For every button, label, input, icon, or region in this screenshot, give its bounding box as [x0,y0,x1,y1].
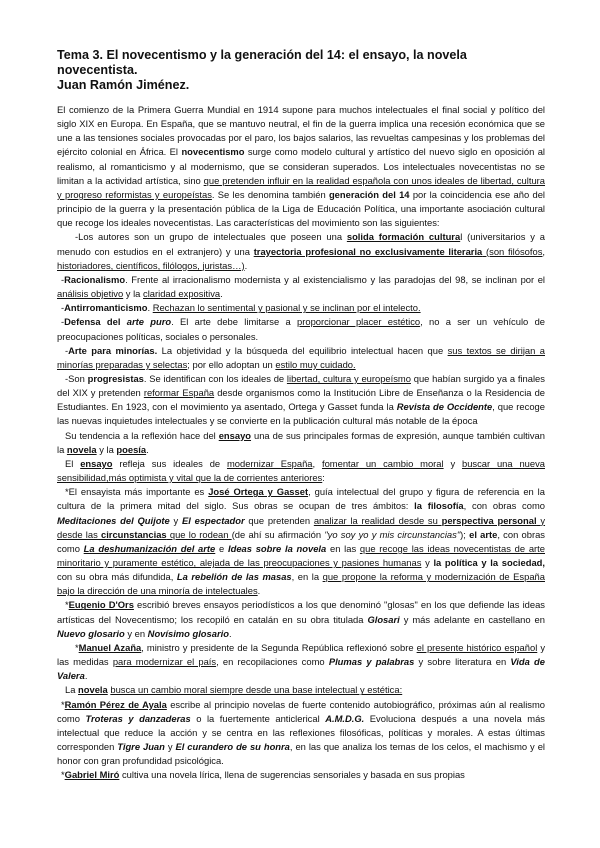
title-line-1: Tema 3. El novecentismo y la generación del 14: el ensayo, la novela novecentista. [57,48,467,77]
essayist-azana: *Manuel Azaña, ministro y presidente de la Segunda República reflexionó sobre el presente histórico español y las medidas para modernizar el país, en recopilaciones como Plumas y palabras y sobre literatura en Vida de Valera. [57,641,546,682]
characteristic-rationalism: -Racionalismo. Frente al irracionalismo modernista y al existencialismo y las paradojas del 98, se inclinan por el análisis objetivo y la claridad expositiva. [57,273,545,300]
novelist-perez-de-ayala: *Ramón Pérez de Ayala escribe al principio novelas de fuerte contenido autobiográfico, próximas aún al realismo como Troteras y danzaderas o la fuertemente anticlerical A.M.D.G. Evoluciona después a una novela más intelectual que reduce la acción y se centra en las reflexiones filosóficas, políticas y morales. A estas últimas corresponden Tigre Juan y El curandero de su honra, en las que analiza los temas de los celos, el machismo y el honor con gran profundidad psicológica. [57,698,545,767]
document-page [57,48,545,783]
novelist-miro: *Gabriel Miró cultiva una novela lírica, llena de sugerencias sensoriales y basada en sus propias [61,769,465,781]
characteristic-pure-art: -Defensa del arte puro. El arte debe limitarse a proporcionar placer estético, no a ser un vehículo de preocupaciones políticas, sociales o personales. [57,316,545,342]
characteristic-minorities: -Arte para minorías. La objetividad y la búsqueda del equilibrio intelectual hacen que sus textos se dirijan a minorías preparadas y selectas; por ello adoptan un estilo muy cuidado. [57,344,545,370]
characteristic-antiromanticism: -Antirromanticismo. Rechazan lo sentimental y pasional y se inclinan por el intelecto. [61,302,421,314]
characteristic-intellectuals: -Los autores son un grupo de intelectuales que poseen una solida formación cultural (universitarios y a menudo con estudios en el extranjero) y una trayectoria profesional no exclusivamente literaria (son filósofos, historiadores, científicos, filólogos, juristas…). [57,231,545,271]
essay-paragraph: El ensayo refleja sus ideales de modernizar España, fomentar un cambio moral y buscar una nueva sensibilidad,más optimista y vital que la de corrientes anteriores: [57,457,545,484]
title-line-2: Juan Ramón Jiménez. [57,78,190,92]
essayist-ortega: *El ensayista más importante es José Ortega y Gasset, guía intelectual del grupo y figura de referencia en la cultura de la primera mitad del siglo. Sus obras se ocupan de tres ámbitos: la filosofía, con obras como Meditaciones del Quijote y El espectador que pretenden analizar la realidad desde su perspectiva personal y desde las circunstancias que lo rodean (de ahí su afirmación "yo soy yo y mis circunstancias"); el arte, con obras como La deshumanización del arte e Ideas sobre la novela en las que recoge las ideas novecentistas de arte minoritario y puramente estético, alejada de las preocupaciones y pasiones humanas y la política y la sociedad, con su obra más difundida, La rebelión de las masas, en la que propone la reforma y modernización de España bajo la dirección de una minoría de intelectuales. [57,486,546,597]
intro-paragraph: El comienzo de la Primera Guerra Mundial en 1914 supone para muchos intelectuales el final social y político del siglo XIX en Europa. En España, que se mantuvo neutral, el fin de la guerra implica una recesión económica que se une a las tensiones sociales provocadas por el paro, los bajos salarios, las revueltas campesinas y los problemas del ejército colonial en África. El novecentismo surge como modelo cultural y artístico del nuevo siglo en oposición al realismo, al romanticismo y al modernismo, que se consideran superados. Los intelectuales novecentistas no se limitan a la actividad artística, sino que pretenden influir en la realidad española con unos ideales de libertad, cultura y progreso reformistas y europeístas. Se les denomina también generación del 14 por la coincidencia ese año del principio de la guerra y la presentación pública de la Liga de Educación Política, una importante asociación cultural que recoge los ideales novecentistas. Las características del movimiento son las siguientes: [57,104,546,229]
characteristic-progressive: -Son progresistas. Se identifican con los ideales de libertad, cultura y europeísmo que habían surgido ya a finales del XIX y pretenden reformar España desde organismos como la Institución Libre de Enseñanza o la Residencia de Estudiantes. En 1923, con el movimiento ya asentado, Ortega y Gasset funda la Revista de Occidente, que recoge las nuevas inquietudes intelectuales y se convierte en la publicación cultural más notable de la época [57,372,545,427]
essay-tendency-paragraph: Su tendencia a la reflexión hace del ensayo una de sus principales formas de expresión, aunque también cultivan la novela y la poesía. [57,429,545,455]
essayist-dors: *Eugenio D'Ors escribió breves ensayos periodísticos a los que denominó "glosas" en los que defiende las ideas artísticas del Novecentismo; los recopiló en catalán en su obra titulada Glosari y más adelante en castellano en Nuevo glosario y en Novísimo glosario. [57,599,545,639]
novel-paragraph: La novela busca un cambio moral siempre desde una base intelectual y estética: [65,684,403,696]
document-title [57,48,545,93]
